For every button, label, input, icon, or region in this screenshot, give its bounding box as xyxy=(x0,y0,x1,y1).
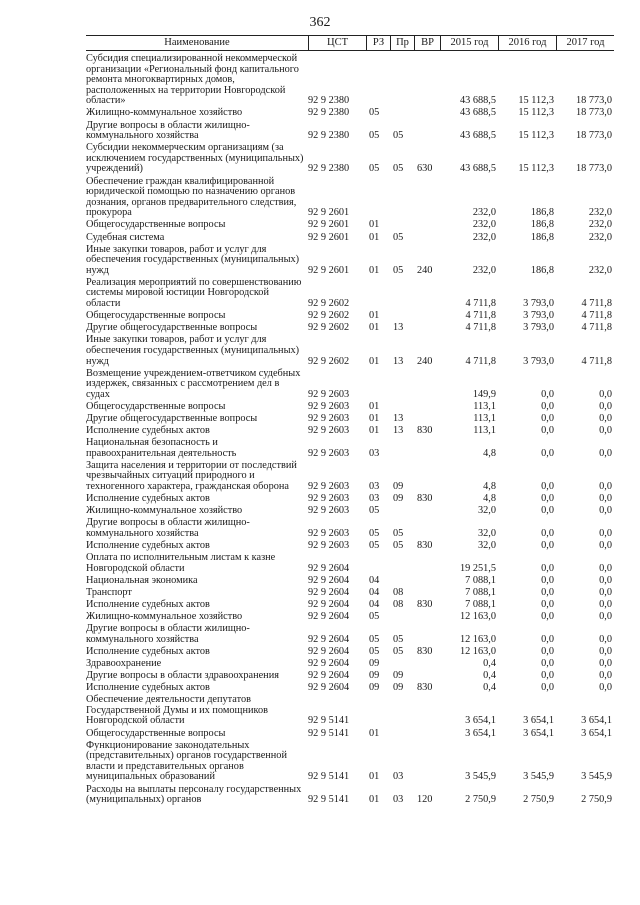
row-name: Исполнение судебных актов xyxy=(86,599,210,610)
page-number: 362 xyxy=(309,15,331,30)
row-pr: 09 xyxy=(393,682,404,694)
row-name: Обеспечение граждан квалифицированной юридической помощью по назначению органов дознания, органов предварительного следствия, прокурора xyxy=(86,175,297,219)
table-row xyxy=(86,461,614,494)
row-cst: 92 9 2380 xyxy=(308,107,350,119)
row-name: Судебная система xyxy=(86,231,165,243)
row-2015: 43 688,5 xyxy=(459,107,496,119)
row-rz: 05 xyxy=(369,611,380,623)
row-cst: 92 9 2601 xyxy=(308,207,350,219)
row-vr: 240 xyxy=(417,264,433,276)
row-name: Исполнение судебных актов xyxy=(86,682,210,694)
row-rz: 03 xyxy=(369,493,380,505)
row-pr: 05 xyxy=(393,527,404,539)
row-cst: 92 9 2602 xyxy=(308,355,350,367)
row-2016: 0,0 xyxy=(541,425,554,437)
row-pr: 05 xyxy=(393,633,404,645)
row-cst: 92 9 2602 xyxy=(308,310,350,322)
row-pr: 08 xyxy=(393,599,404,610)
row-2015: 4 711,8 xyxy=(465,298,496,310)
row-rz: 05 xyxy=(369,107,380,119)
row-2016: 0,0 xyxy=(541,611,554,623)
row-name: Национальная экономика xyxy=(86,574,198,586)
row-name: Исполнение судебных актов xyxy=(86,540,210,552)
row-2015: 32,0 xyxy=(477,527,496,539)
row-cst: 92 9 5141 xyxy=(308,771,350,783)
row-vr: 240 xyxy=(417,355,433,367)
row-rz: 05 xyxy=(369,505,380,517)
row-2016: 0,0 xyxy=(541,682,554,694)
row-cst: 92 9 2603 xyxy=(308,388,350,400)
row-name: Другие общегосударственные вопросы xyxy=(86,413,258,424)
row-cst: 92 9 2604 xyxy=(308,670,350,682)
row-2015: 113,1 xyxy=(473,425,496,437)
row-name: Защита населения и территории от последствий чрезвычайных ситуаций природного и техногенного характера, гражданская оборона xyxy=(86,459,297,493)
row-2016: 15 112,3 xyxy=(518,107,554,119)
row-cst: 92 9 5141 xyxy=(308,794,350,806)
row-vr: 830 xyxy=(417,682,433,694)
row-2015: 43 688,5 xyxy=(459,95,496,107)
row-rz: 04 xyxy=(369,599,380,610)
row-2016: 0,0 xyxy=(541,413,554,424)
row-cst: 92 9 2380 xyxy=(308,163,350,175)
row-pr: 09 xyxy=(393,493,404,505)
row-name: Другие вопросы в области жилищно-коммунального хозяйства xyxy=(86,517,250,539)
row-2016: 0,0 xyxy=(541,574,554,586)
row-2017: 0,0 xyxy=(599,388,612,400)
row-name: Жилищно-коммунальное хозяйство xyxy=(86,611,243,623)
row-pr: 05 xyxy=(393,231,404,243)
row-vr: 830 xyxy=(417,599,433,610)
row-2017: 0,0 xyxy=(599,670,612,682)
budget-table xyxy=(86,35,614,807)
row-2015: 0,4 xyxy=(483,670,496,682)
row-rz: 01 xyxy=(369,355,380,367)
row-2017: 4 711,8 xyxy=(581,298,612,310)
row-vr: 830 xyxy=(417,540,433,552)
table-row xyxy=(86,335,614,368)
row-name: Жилищно-коммунальное хозяйство xyxy=(86,505,243,517)
row-2015: 4,8 xyxy=(483,493,496,505)
row-pr: 03 xyxy=(393,794,404,806)
row-2016: 3 654,1 xyxy=(523,727,554,739)
row-2015: 2 750,9 xyxy=(465,794,496,806)
row-cst: 92 9 2601 xyxy=(308,264,350,276)
row-2015: 3 654,1 xyxy=(465,727,496,739)
row-2015: 3 654,1 xyxy=(465,715,496,727)
row-cst: 92 9 2603 xyxy=(308,447,350,459)
row-2015: 12 163,0 xyxy=(459,611,496,623)
row-name: Другие вопросы в области жилищно-коммунального хозяйства xyxy=(86,623,250,645)
row-name: Иные закупки товаров, работ и услуг для обеспечения государственных (муниципальных) нужд xyxy=(86,334,300,367)
row-rz: 01 xyxy=(369,771,380,783)
row-2015: 4 711,8 xyxy=(465,322,496,334)
row-2016: 15 112,3 xyxy=(518,130,554,142)
row-pr: 13 xyxy=(393,322,404,334)
row-2016: 186,8 xyxy=(530,264,554,276)
row-name: Исполнение судебных актов xyxy=(86,425,210,437)
row-2017: 0,0 xyxy=(599,586,612,598)
row-cst: 92 9 2603 xyxy=(308,505,350,517)
row-2016: 0,0 xyxy=(541,670,554,682)
row-name: Общегосударственные вопросы xyxy=(86,727,226,739)
row-2015: 4,8 xyxy=(483,481,496,493)
row-pr: 05 xyxy=(393,163,404,175)
row-2017: 18 773,0 xyxy=(575,95,612,107)
row-rz: 05 xyxy=(369,633,380,645)
table-row xyxy=(86,624,614,647)
row-2017: 0,0 xyxy=(599,493,612,505)
row-2017: 0,0 xyxy=(599,562,612,574)
row-2016: 186,8 xyxy=(530,231,554,243)
row-2015: 43 688,5 xyxy=(459,130,496,142)
row-cst: 92 9 2603 xyxy=(308,527,350,539)
row-2017: 0,0 xyxy=(599,599,612,610)
row-name: Обеспечение деятельности депутатов Государственной Думы и их помощников Новгородской области xyxy=(86,694,268,727)
row-2015: 0,4 xyxy=(483,682,496,694)
row-pr: 08 xyxy=(393,586,404,598)
row-rz: 05 xyxy=(369,540,380,552)
row-name: Возмещение учреждением-ответчиком судебных издержек, связанных с рассмотрением дел в судах xyxy=(86,367,301,400)
table-row xyxy=(86,369,614,402)
row-rz: 05 xyxy=(369,527,380,539)
row-name: Национальная безопасность и правоохранительная деятельность xyxy=(86,437,237,459)
row-rz: 01 xyxy=(369,400,380,412)
row-rz: 01 xyxy=(369,727,380,739)
row-pr: 05 xyxy=(393,540,404,552)
row-name: Субсидии некоммерческим организациям (за исключением государственных (муниципальных) учреждений) xyxy=(86,142,304,175)
row-2016: 3 793,0 xyxy=(523,355,554,367)
table-row xyxy=(86,553,614,576)
row-2016: 0,0 xyxy=(541,388,554,400)
table-row xyxy=(86,647,614,659)
row-2017: 18 773,0 xyxy=(575,107,612,119)
row-rz: 03 xyxy=(369,447,380,459)
row-pr: 05 xyxy=(393,264,404,276)
row-2016: 0,0 xyxy=(541,633,554,645)
row-2015: 113,1 xyxy=(473,400,496,412)
row-pr: 05 xyxy=(393,645,404,657)
row-name: Оплата по исполнительным листам к казне Новгородской области xyxy=(86,552,276,574)
row-name: Транспорт xyxy=(86,586,132,598)
row-2017: 0,0 xyxy=(599,425,612,437)
row-rz: 05 xyxy=(369,130,380,142)
row-cst: 92 9 2604 xyxy=(308,633,350,645)
row-rz: 05 xyxy=(369,163,380,175)
row-pr: 13 xyxy=(393,355,404,367)
row-vr: 630 xyxy=(417,163,433,175)
row-2016: 3 545,9 xyxy=(523,771,554,783)
row-2015: 232,0 xyxy=(472,264,496,276)
row-2017: 0,0 xyxy=(599,682,612,694)
row-name: Исполнение судебных актов xyxy=(86,645,210,657)
row-2017: 0,0 xyxy=(599,574,612,586)
row-cst: 92 9 2604 xyxy=(308,657,350,669)
row-name: Функционирование законодательных (представительных) органов государственной власти и представительных органов муниципальных образований xyxy=(86,739,287,783)
row-2015: 32,0 xyxy=(477,540,496,552)
row-2016: 0,0 xyxy=(541,505,554,517)
row-2017: 232,0 xyxy=(588,264,612,276)
row-name: Жилищно-коммунальное хозяйство xyxy=(86,107,243,119)
row-2015: 4 711,8 xyxy=(465,310,496,322)
row-2016: 0,0 xyxy=(541,447,554,459)
row-rz: 04 xyxy=(369,574,380,586)
table-row xyxy=(86,518,614,541)
row-2015: 43 688,5 xyxy=(459,163,496,175)
row-cst: 92 9 2601 xyxy=(308,231,350,243)
header-name: Наименование xyxy=(164,37,230,48)
table-row xyxy=(86,143,614,176)
table-row xyxy=(86,54,614,108)
row-2017: 4 711,8 xyxy=(581,310,612,322)
row-name: Другие вопросы в области здравоохранения xyxy=(86,670,279,682)
row-cst: 92 9 2604 xyxy=(308,599,350,610)
row-rz: 09 xyxy=(369,670,380,682)
row-vr: 830 xyxy=(417,493,433,505)
row-2017: 0,0 xyxy=(599,540,612,552)
table-row xyxy=(86,220,614,232)
row-2017: 232,0 xyxy=(588,219,612,231)
row-vr: 830 xyxy=(417,425,433,437)
row-cst: 92 9 2604 xyxy=(308,645,350,657)
row-cst: 92 9 2604 xyxy=(308,682,350,694)
row-vr: 120 xyxy=(417,794,433,806)
row-rz: 04 xyxy=(369,586,380,598)
table-row xyxy=(86,177,614,221)
row-pr: 09 xyxy=(393,670,404,682)
row-2015: 3 545,9 xyxy=(465,771,496,783)
row-name: Иные закупки товаров, работ и услуг для обеспечения государственных (муниципальных) нужд xyxy=(86,243,300,276)
row-2016: 186,8 xyxy=(530,219,554,231)
row-vr: 830 xyxy=(417,645,433,657)
row-rz: 09 xyxy=(369,657,380,669)
row-cst: 92 9 2603 xyxy=(308,540,350,552)
header-cst: ЦСТ xyxy=(308,36,366,50)
row-2015: 7 088,1 xyxy=(465,586,496,598)
table-row xyxy=(86,576,614,588)
row-pr: 09 xyxy=(393,481,404,493)
row-cst: 92 9 2603 xyxy=(308,493,350,505)
row-cst: 92 9 5141 xyxy=(308,727,350,739)
row-2017: 0,0 xyxy=(599,611,612,623)
row-name: Другие общегосударственные вопросы xyxy=(86,322,258,334)
row-2016: 0,0 xyxy=(541,586,554,598)
row-cst: 92 9 2604 xyxy=(308,586,350,598)
row-2016: 0,0 xyxy=(541,657,554,669)
row-cst: 92 9 2603 xyxy=(308,425,350,437)
row-cst: 92 9 2380 xyxy=(308,130,350,142)
header-2016: 2016 год xyxy=(498,36,556,50)
row-2016: 0,0 xyxy=(541,493,554,505)
row-2015: 32,0 xyxy=(477,505,496,517)
row-2016: 0,0 xyxy=(541,481,554,493)
row-2017: 3 654,1 xyxy=(581,715,612,727)
row-2017: 0,0 xyxy=(599,657,612,669)
row-name: Другие вопросы в области жилищно-коммунального хозяйства xyxy=(86,119,250,142)
row-2015: 7 088,1 xyxy=(465,599,496,610)
row-2017: 0,0 xyxy=(599,633,612,645)
row-rz: 01 xyxy=(369,794,380,806)
row-cst: 92 9 2603 xyxy=(308,400,350,412)
row-2015: 12 163,0 xyxy=(459,633,496,645)
row-2015: 113,1 xyxy=(473,413,496,424)
row-2016: 0,0 xyxy=(541,562,554,574)
row-name: Общегосударственные вопросы xyxy=(86,219,226,231)
table-row xyxy=(86,278,614,311)
table-body xyxy=(86,54,614,807)
row-cst: 92 9 2604 xyxy=(308,562,350,574)
row-2016: 15 112,3 xyxy=(518,95,554,107)
row-2016: 2 750,9 xyxy=(523,794,554,806)
row-rz: 01 xyxy=(369,322,380,334)
row-2016: 0,0 xyxy=(541,527,554,539)
table-row xyxy=(86,695,614,728)
row-name: Общегосударственные вопросы xyxy=(86,310,226,322)
table-row xyxy=(86,108,614,120)
table-row xyxy=(86,438,614,461)
row-2016: 186,8 xyxy=(530,207,554,219)
row-2017: 4 711,8 xyxy=(581,322,612,334)
table-row xyxy=(86,741,614,785)
row-2016: 0,0 xyxy=(541,645,554,657)
row-2017: 0,0 xyxy=(599,481,612,493)
table-header xyxy=(86,35,614,51)
table-row xyxy=(86,233,614,245)
row-2017: 0,0 xyxy=(599,413,612,424)
row-name: Реализация мероприятий по совершенствованию системы мировой юстиции Новгородской области xyxy=(86,276,302,310)
row-cst: 92 9 2601 xyxy=(308,219,350,231)
header-2017: 2017 год xyxy=(556,36,614,50)
row-rz: 01 xyxy=(369,231,380,243)
row-2015: 232,0 xyxy=(472,219,496,231)
row-cst: 92 9 2603 xyxy=(308,481,350,493)
row-cst: 92 9 2602 xyxy=(308,322,350,334)
row-2017: 18 773,0 xyxy=(575,130,612,142)
row-2015: 19 251,5 xyxy=(459,562,496,574)
row-rz: 01 xyxy=(369,219,380,231)
row-2017: 0,0 xyxy=(599,447,612,459)
row-2017: 232,0 xyxy=(588,231,612,243)
row-rz: 03 xyxy=(369,481,380,493)
row-2016: 3 793,0 xyxy=(523,322,554,334)
row-2015: 149,9 xyxy=(472,388,496,400)
row-rz: 01 xyxy=(369,310,380,322)
row-rz: 05 xyxy=(369,645,380,657)
row-pr: 05 xyxy=(393,130,404,142)
row-name: Общегосударственные вопросы xyxy=(86,400,226,412)
row-cst: 92 9 2602 xyxy=(308,298,350,310)
row-cst: 92 9 5141 xyxy=(308,715,350,727)
table-row xyxy=(86,785,614,808)
row-2016: 0,0 xyxy=(541,400,554,412)
row-rz: 01 xyxy=(369,413,380,424)
row-2017: 18 773,0 xyxy=(575,163,612,175)
row-2016: 3 654,1 xyxy=(523,715,554,727)
row-name: Расходы на выплаты персоналу государственных (муниципальных) органов xyxy=(86,783,302,806)
row-cst: 92 9 2604 xyxy=(308,574,350,586)
row-pr: 13 xyxy=(393,425,404,437)
row-2016: 3 793,0 xyxy=(523,298,554,310)
row-cst: 92 9 2380 xyxy=(308,95,350,107)
header-rz: РЗ xyxy=(366,36,390,50)
table-row xyxy=(86,245,614,278)
header-2015: 2015 год xyxy=(440,36,498,50)
row-2017: 232,0 xyxy=(588,207,612,219)
row-name: Здравоохранение xyxy=(86,657,162,669)
row-rz: 09 xyxy=(369,682,380,694)
row-2017: 0,0 xyxy=(599,400,612,412)
row-2017: 3 654,1 xyxy=(581,727,612,739)
row-name: Субсидия специализированной некоммерческой организации «Региональный фонд капитального ремонта многоквартирных домов, расположенных на территории Новгородской области» xyxy=(86,53,299,107)
row-2015: 4,8 xyxy=(483,447,496,459)
row-cst: 92 9 2604 xyxy=(308,611,350,623)
row-rz: 01 xyxy=(369,264,380,276)
row-name: Исполнение судебных актов xyxy=(86,493,210,505)
row-2015: 7 088,1 xyxy=(465,574,496,586)
row-2015: 4 711,8 xyxy=(465,355,496,367)
table-row xyxy=(86,729,614,741)
header-pr: Пр xyxy=(390,36,414,50)
row-2017: 0,0 xyxy=(599,645,612,657)
row-rz: 01 xyxy=(369,425,380,437)
row-pr: 13 xyxy=(393,413,404,424)
row-2015: 0,4 xyxy=(483,657,496,669)
row-2016: 3 793,0 xyxy=(523,310,554,322)
row-2015: 12 163,0 xyxy=(459,645,496,657)
row-2017: 0,0 xyxy=(599,527,612,539)
row-2016: 0,0 xyxy=(541,599,554,610)
row-2016: 0,0 xyxy=(541,540,554,552)
row-pr: 03 xyxy=(393,771,404,783)
row-2017: 4 711,8 xyxy=(581,355,612,367)
row-cst: 92 9 2603 xyxy=(308,413,350,424)
row-2017: 2 750,9 xyxy=(581,794,612,806)
row-2016: 15 112,3 xyxy=(518,163,554,175)
row-2017: 0,0 xyxy=(599,505,612,517)
table-row xyxy=(86,121,614,144)
row-2017: 3 545,9 xyxy=(581,771,612,783)
row-2015: 232,0 xyxy=(472,231,496,243)
row-2015: 232,0 xyxy=(472,207,496,219)
header-vr: ВР xyxy=(414,36,440,50)
